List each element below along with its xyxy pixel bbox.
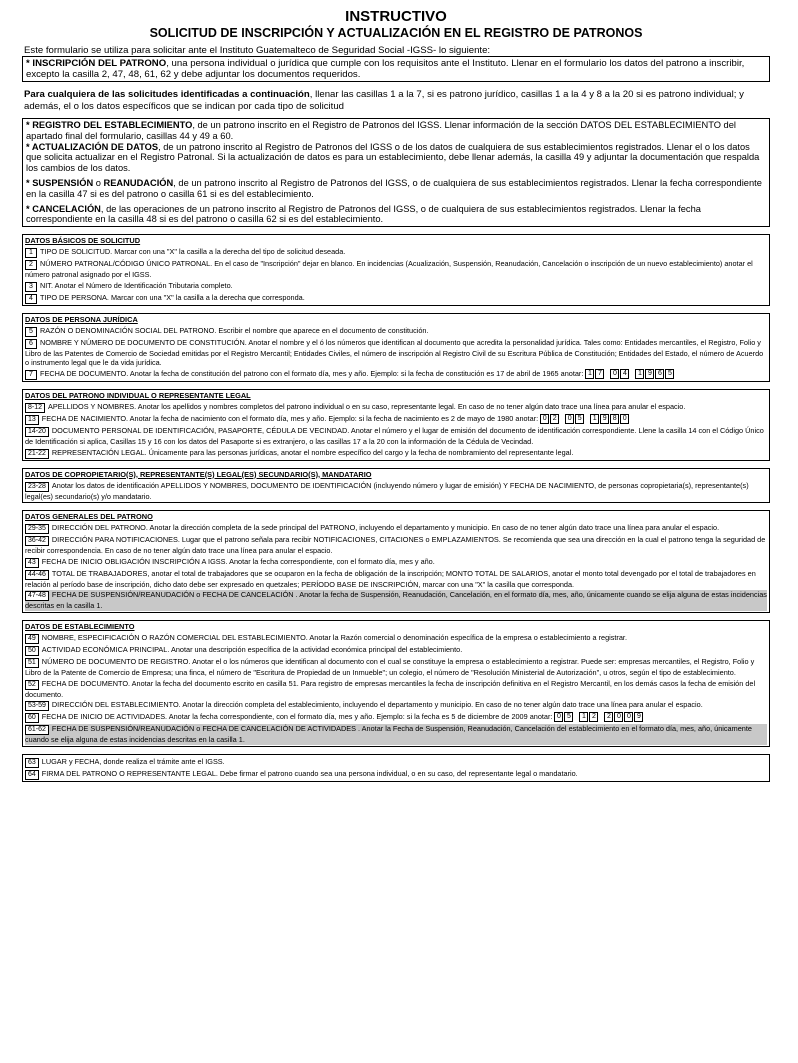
intro-text: Este formulario se utiliza para solicitar ante el Instituto Guatemalteco de Seguridad Social -IGSS- lo siguiente: — [24, 45, 491, 56]
inscripcion-bold: * INSCRIPCIÓN DEL PATRONO — [26, 58, 167, 69]
date-digit: 5 — [575, 414, 584, 424]
field-description: ACTIVIDAD ECONÓMICA PRINCIPAL. Anotar una descripción específica de la actividad económica principal del establecimiento. — [41, 644, 463, 654]
date-digit: 1 — [585, 369, 594, 379]
list-item — [25, 402, 767, 413]
list-item — [25, 757, 767, 768]
field-number: 29-35 — [25, 524, 49, 534]
date-example — [585, 369, 674, 379]
date-digit: 0 — [624, 712, 633, 722]
field-number: 51 — [25, 658, 39, 668]
request-registro-bold: * REGISTRO DEL ESTABLECIMIENTO — [26, 120, 193, 130]
request-types-box — [22, 118, 770, 227]
page-subtitle: SOLICITUD DE INSCRIPCIÓN Y ACTUALIZACIÓN EN EL REGISTRO DE PATRONOS — [149, 26, 643, 40]
section-title: DATOS DEL PATRONO INDIVIDUAL O REPRESENTANTE LEGAL — [25, 390, 251, 400]
date-digit: 0 — [614, 712, 623, 722]
list-item — [25, 700, 767, 711]
list-item — [25, 426, 767, 447]
field-description: FECHA DE DOCUMENTO. Anotar la fecha de constitución del patrono con el formato día, mes y año. Ejemplo: si la fecha de constitución es 17 de abril de 1965 anotar: — [40, 368, 584, 378]
field-description: NOMBRE, ESPECIFICACIÓN O RAZÓN COMERCIAL DEL ESTABLECIMIENTO. Anotar la Razón comercial o denominación específica de la empresa o establecimiento a registrar. — [41, 632, 627, 642]
section-title: DATOS GENERALES DEL PATRONO — [25, 512, 153, 522]
date-example — [540, 414, 629, 424]
field-number: 63 — [25, 758, 39, 768]
request-cancelacion-text: , de las operaciones de un patrono inscrito al Registro de Patronos del IGSS, o de cualquiera de sus establecimientos registrados. Llenar la fecha correspondiente en la casilla 48 si es del patrono o casilla 62 si es del establecimiento. — [26, 203, 701, 225]
solicitudes-bold: Para cualquiera de las solicitudes identificadas a continuación — [24, 89, 310, 100]
request-suspension-mid: o — [93, 177, 104, 188]
section-lugar-firma — [22, 754, 770, 782]
list-item — [25, 259, 767, 280]
solicitudes-text: , llenar las casillas 1 a la 7, si es patrono jurídico, casillas 1 a la 4 y 8 a la 20 si es patrono individual; y además, el o los datos específicos que se indican por cada tipo de solicitud — [24, 89, 744, 112]
request-actualizacion-bold: * ACTUALIZACIÓN DE DATOS — [26, 141, 159, 152]
field-description: REPRESENTACIÓN LEGAL. Únicamente para las personas jurídicas, anotar el nombre específico del cargo y la fecha de nombramiento del representante legal. — [51, 447, 574, 457]
list-item — [25, 281, 767, 292]
field-description: FECHA DE INICIO DE ACTIVIDADES. Anotar la fecha correspondiente, con el formato día, mes y año. Ejemplo: si la fecha es 5 de diciembre de 2009 anotar: — [41, 712, 553, 722]
field-number: 5 — [25, 327, 37, 337]
request-registro-text: , de un patrono inscrito en el Registro de Patronos del IGSS. Llenar información de la sección DATOS DEL ESTABLECIMIENTO del apartado final del formulario, casillas 44 y 49 a 60. — [26, 120, 736, 141]
field-number: 47-48 — [25, 591, 49, 601]
request-actualizacion-text: , de un patrono inscrito al Registro de Patronos del IGSS o de los datos de cualquiera de sus establecimientos registrados. Llenar el o los datos que solicita actualizar en el Registro Patronal. Si la actualización de datos es para un establecimiento, debe llenar además, la casilla 49 y adjuntar la documentación que respalda los cambios de los datos. — [26, 141, 760, 174]
request-cancelacion — [26, 204, 766, 226]
date-digit: 5 — [665, 369, 674, 379]
section-datos-basicos — [22, 234, 770, 306]
date-digit: 9 — [634, 712, 643, 722]
list-item — [25, 326, 767, 337]
date-digit: 0 — [610, 369, 619, 379]
request-reanudacion-bold: REANUDACIÓN — [103, 177, 174, 188]
field-number: 50 — [25, 646, 39, 656]
field-description: RAZÓN O DENOMINACIÓN SOCIAL DEL PATRONO. Escribir el nombre que aparece en el documento de constitución. — [40, 325, 429, 335]
list-item — [25, 523, 767, 534]
field-description: TIPO DE SOLICITUD. Marcar con una "X" la casilla a la derecha del tipo de solicitud deseada. — [40, 247, 346, 257]
request-suspension-bold: * SUSPENSIÓN — [26, 177, 94, 188]
date-digit: 1 — [579, 712, 588, 722]
date-digit: 0 — [620, 414, 629, 424]
list-item-shaded — [25, 724, 767, 745]
field-description: TOTAL DE TRABAJADORES, anotar el total de trabajadores que se ocuparon en la fecha de obligación de la inscripción; MONTO TOTAL DE SALARIOS, anotar el monto total devengado por el total de trabajadores en relación al período base de inscripción, dicho dato debe ser expresado en quetzales; PERÍODO BASE DE INSCRIPCIÓN, marcar con una "X" la casilla que corresponda. — [25, 568, 756, 589]
list-item — [25, 712, 767, 723]
section-patrono-individual — [22, 389, 770, 461]
inscripcion-box — [22, 56, 770, 82]
request-suspension — [26, 178, 766, 200]
field-description: NIT. Anotar el Número de Identificación Tributaria completo. — [40, 280, 233, 290]
request-actualizacion — [26, 142, 766, 174]
field-number: 21-22 — [25, 449, 49, 459]
list-item — [25, 657, 767, 678]
date-example — [554, 712, 643, 722]
date-digit: 4 — [620, 369, 629, 379]
field-number: 7 — [25, 370, 37, 380]
field-number: 3 — [25, 282, 37, 292]
list-item — [25, 679, 767, 700]
field-number: 6 — [25, 339, 37, 349]
section-title: DATOS DE COPROPIETARIO(S), REPRESENTANTE(S) LEGAL(ES) SECUNDARIO(S), MANDATARIO — [25, 469, 372, 479]
field-description: DOCUMENTO PERSONAL DE IDENTIFICACIÓN, PASAPORTE, CÉDULA DE VECINDAD. Anotar el número y el lugar de emisión del documento de identificación correspondiente. Llene la casilla 14 con el Código Único de Identificación si aplica, Casillas 15 y 16 con los datos del Pasaporte si es extranjero, o las casillas 17 a la 20 con la información de la Cédula de Vecindad. — [25, 425, 764, 446]
inscripcion-text: , una persona individual o jurídica que cumple con los requisitos ante el Instituto. Llenar en el formulario los datos del patrono a inscribir, excepto la casilla 2, 47, 48, 61, 62 y debe adjuntar los documentos requeridos. — [26, 58, 745, 80]
field-description: FECHA DE SUSPENSIÓN/REANUDACIÓN o FECHA DE CANCELACIÓN DE ACTIVIDADES . Anotar la Fecha de Suspensión, Reanudación, Cancelación del establecimiento en el formato día, mes, año, únicamente cuando se elija alguna de estas incidencias descritas en la casilla 1. — [25, 724, 752, 745]
field-description: NÚMERO PATRONAL/CÓDIGO ÚNICO PATRONAL. En el caso de "Inscripción" dejar en blanco. En incidencias (Acualización, Suspensión, Reanudación, Cancelación o inscripción de un nuevo establecimiento) anotar el número patronal asignado por el IGSS. — [25, 259, 753, 280]
date-digit: 7 — [595, 369, 604, 379]
date-digit: 1 — [590, 414, 599, 424]
field-number: 36-42 — [25, 536, 49, 546]
field-description: FECHA DE SUSPENSIÓN/REANUDACIÓN o FECHA DE CANCELACIÓN . Anotar la fecha de Suspensión, Reanudación, Cancelación, en el formato día, mes, año, únicamente cuando se elija alguna de estas incidencias descritas en la casilla 1. — [25, 590, 767, 611]
list-item — [25, 569, 767, 590]
list-item — [25, 557, 767, 568]
field-description: DIRECCIÓN DEL ESTABLECIMIENTO. Anotar la dirección completa del establecimiento, incluyendo el departamento y municipio. En caso de no tener algún dato trace una línea para anular el espacio. — [51, 700, 703, 710]
date-digit: 9 — [600, 414, 609, 424]
page-title: INSTRUCTIVO — [345, 8, 447, 25]
field-number: 60 — [25, 713, 39, 723]
section-title: DATOS BÁSICOS DE SOLICITUD — [25, 236, 141, 246]
solicitudes-paragraph — [24, 89, 768, 112]
list-item — [25, 414, 767, 425]
field-description: FECHA DE DOCUMENTO. Anotar la fecha del documento escrito en casilla 51. Para registro de empresas mercantiles la fecha de inscripción definitiva en el Registro Mercantil, en los demás casos la fecha de emisión del documento. — [25, 678, 756, 699]
field-description: FECHA DE NACIMIENTO. Anotar la fecha de nacimiento con el formato día, mes y año. Ejemplo: si la fecha de nacimiento es 2 de mayo de 1980 anotar: — [41, 413, 539, 423]
date-digit: 6 — [655, 369, 664, 379]
list-item — [25, 535, 767, 556]
list-item — [25, 369, 767, 380]
section-title: DATOS DE PERSONA JURÍDICA — [25, 314, 138, 324]
field-description: FIRMA DEL PATRONO O REPRESENTANTE LEGAL. Debe firmar el patrono cuando sea una persona individual, o en su caso, del representante legal o mandatario. — [41, 768, 578, 778]
field-number: 44-46 — [25, 570, 49, 580]
list-item — [25, 338, 767, 368]
list-item — [25, 769, 767, 780]
section-establecimiento — [22, 620, 770, 747]
date-digit: 8 — [610, 414, 619, 424]
date-digit: 0 — [554, 712, 563, 722]
list-item — [25, 448, 767, 459]
date-digit: 9 — [645, 369, 654, 379]
list-item — [25, 293, 767, 304]
field-number: 4 — [25, 294, 37, 304]
field-number: 49 — [25, 634, 39, 644]
field-number: 52 — [25, 680, 39, 690]
field-number: 53-59 — [25, 701, 49, 711]
field-number: 64 — [25, 770, 39, 780]
field-number: 1 — [25, 248, 37, 258]
request-registro — [26, 120, 766, 142]
section-copropietarios — [22, 468, 770, 504]
section-datos-generales — [22, 510, 770, 613]
field-description: DIRECCIÓN DEL PATRONO. Anotar la dirección completa de la sede principal del PATRONO, incluyendo el departamento y municipio. En caso de no tener algún dato trace una línea para anular el espacio. — [51, 523, 720, 533]
list-item — [25, 481, 767, 502]
date-digit: 2 — [589, 712, 598, 722]
field-description: Anotar los datos de identificación APELLIDOS Y NOMBRES, DOCUMENTO DE IDENTIFICACIÓN (incluyendo número y lugar de emisión) Y FECHA DE NACIMIENTO, de personas copropietaria(s), representante(s) legal(es) secundario(s) y/o mandatario. — [25, 480, 749, 501]
list-item — [25, 633, 767, 644]
request-suspension-text: , de un patrono inscrito al Registro de Patronos del IGSS, o de cualquiera de sus establecimientos registrados. Llenar la fecha correspondiente en la casilla 47 si es del patrono o casilla 61 si es del establecimiento. — [26, 177, 762, 199]
section-persona-juridica — [22, 313, 770, 382]
date-digit: 0 — [565, 414, 574, 424]
field-description: TIPO DE PERSONA. Marcar con una "X" la casilla a la derecha que corresponda. — [40, 292, 305, 302]
field-number: 23-28 — [25, 482, 49, 492]
date-digit: 1 — [635, 369, 644, 379]
date-digit: 2 — [550, 414, 559, 424]
date-digit: 2 — [604, 712, 613, 722]
field-description: DIRECCIÓN PARA NOTIFICACIONES. Lugar que el patrono señala para recibir NOTIFICACIONES, CITACIONES o EMPLAZAMIENTOS. Se recomienda que sea una dirección en la cual el patrono tenga la seguridad de recibir correspondencia. En caso de no tener algún dato trace una línea para anular el espacio. — [25, 535, 766, 556]
date-digit: 5 — [564, 712, 573, 722]
field-number: 61-62 — [25, 725, 49, 735]
field-number: 13 — [25, 415, 39, 425]
date-digit: 0 — [540, 414, 549, 424]
instructivo-page — [22, 8, 770, 782]
field-number: 2 — [25, 260, 37, 270]
field-number: 14-20 — [25, 427, 49, 437]
section-title: DATOS DE ESTABLECIMIENTO — [25, 621, 135, 631]
list-item-shaded — [25, 590, 767, 611]
field-description: APELLIDOS Y NOMBRES. Anotar los apellidos y nombres completos del patrono individual o en su caso, representante legal. En caso de no tener algún dato trace una línea para anular el espacio. — [48, 401, 686, 411]
list-item — [25, 247, 767, 258]
field-number: 43 — [25, 558, 39, 568]
field-number: 8-12 — [25, 403, 45, 413]
field-description: NOMBRE Y NÚMERO DE DOCUMENTO DE CONSTITUCIÓN. Anotar el nombre y el ó los números que identifican al documento que acredita la personalidad jurídica. Tales como: Entidades mercantiles, el Registro, Folio y Libro de las Patentes de Comercio de Sociedad emitidas por el Registro Mercantil; Entidades Civiles, el número de inscripción al Registro Civil de su Escritura Pública de Constitución; Entidades del Estado, el número de Acuerdo o instrumento legal que le da vida jurídica. — [25, 337, 764, 368]
field-description: FECHA DE INICIO OBLIGACIÓN INSCRIPCIÓN A IGSS. Anotar la fecha correspondiente, con el formato día, mes y año. — [41, 556, 435, 566]
field-description: NÚMERO DE DOCUMENTO DE REGISTRO. Anotar el o los números que identifican al documento con el cual se constituye la empresa o establecimiento a registrar. Puede ser: empresas mercantiles, el Registro, Folio y Libro de la Patente de Comercio de Empresa; una finca, el número de "Escritura de Propiedad de un Inmueble"; un colegio, el número de "Resolución Ministerial de Autorización", u otros, según el tipo de establecimiento. — [25, 656, 755, 677]
field-description: LUGAR y FECHA, donde realiza el trámite ante el IGSS. — [41, 756, 225, 766]
request-cancelacion-bold: * CANCELACIÓN — [26, 203, 101, 214]
list-item — [25, 645, 767, 656]
